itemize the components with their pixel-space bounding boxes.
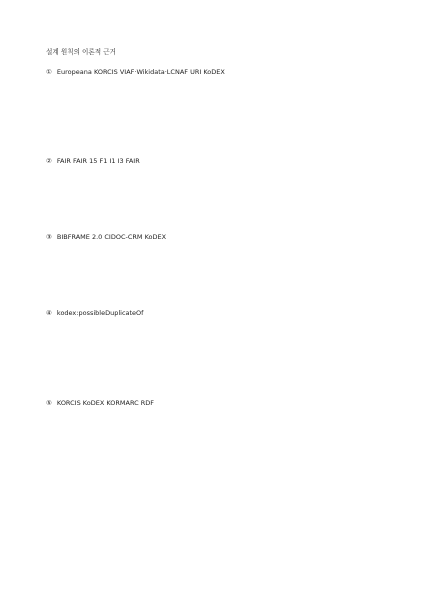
paragraph-keyword: KoDEX xyxy=(203,68,225,76)
paragraph-keyword: F1 xyxy=(99,157,108,166)
paragraph-number: ③ xyxy=(46,233,52,242)
paragraph-1 xyxy=(46,66,378,146)
paragraph-keyword: I1 xyxy=(109,157,116,166)
paragraph-keyword: KORCIS xyxy=(56,398,81,407)
paragraph-keyword: KORCIS xyxy=(93,68,118,76)
paragraph-keyword: KORMARC xyxy=(106,398,139,407)
paragraph-keyword: FAIR 15 xyxy=(73,157,98,166)
paragraph-keyword: VIAF·Wikidata·LCNAF URI xyxy=(119,68,202,76)
paragraph-3 xyxy=(46,231,378,298)
paragraph-keyword: RDF xyxy=(140,398,155,407)
paragraph-4 xyxy=(46,307,378,387)
paragraph-keyword: Europeana xyxy=(56,68,92,76)
paragraph-keyword: FAIR xyxy=(125,157,140,166)
paragraph-keyword: KoDEX xyxy=(82,398,105,407)
paragraph-keyword: kodex:possibleDuplicateOf xyxy=(56,309,144,318)
paragraph-keyword: CIDOC-CRM xyxy=(104,233,143,242)
section-heading: 설계 원칙의 이론적 근거 xyxy=(46,48,116,56)
paragraph-keyword: I3 xyxy=(117,157,124,166)
paragraph-number: ④ xyxy=(46,309,52,318)
paragraph-keyword: FAIR xyxy=(56,157,71,166)
paragraph-5 xyxy=(46,397,378,451)
paragraph-number: ① xyxy=(46,68,52,76)
paragraph-2 xyxy=(46,155,378,222)
paragraph-number: ⑤ xyxy=(46,398,52,407)
paragraph-keyword: KoDEX xyxy=(144,233,167,242)
paragraph-number: ② xyxy=(46,157,52,166)
paragraph-keyword: BIBFRAME 2.0 xyxy=(56,233,103,242)
